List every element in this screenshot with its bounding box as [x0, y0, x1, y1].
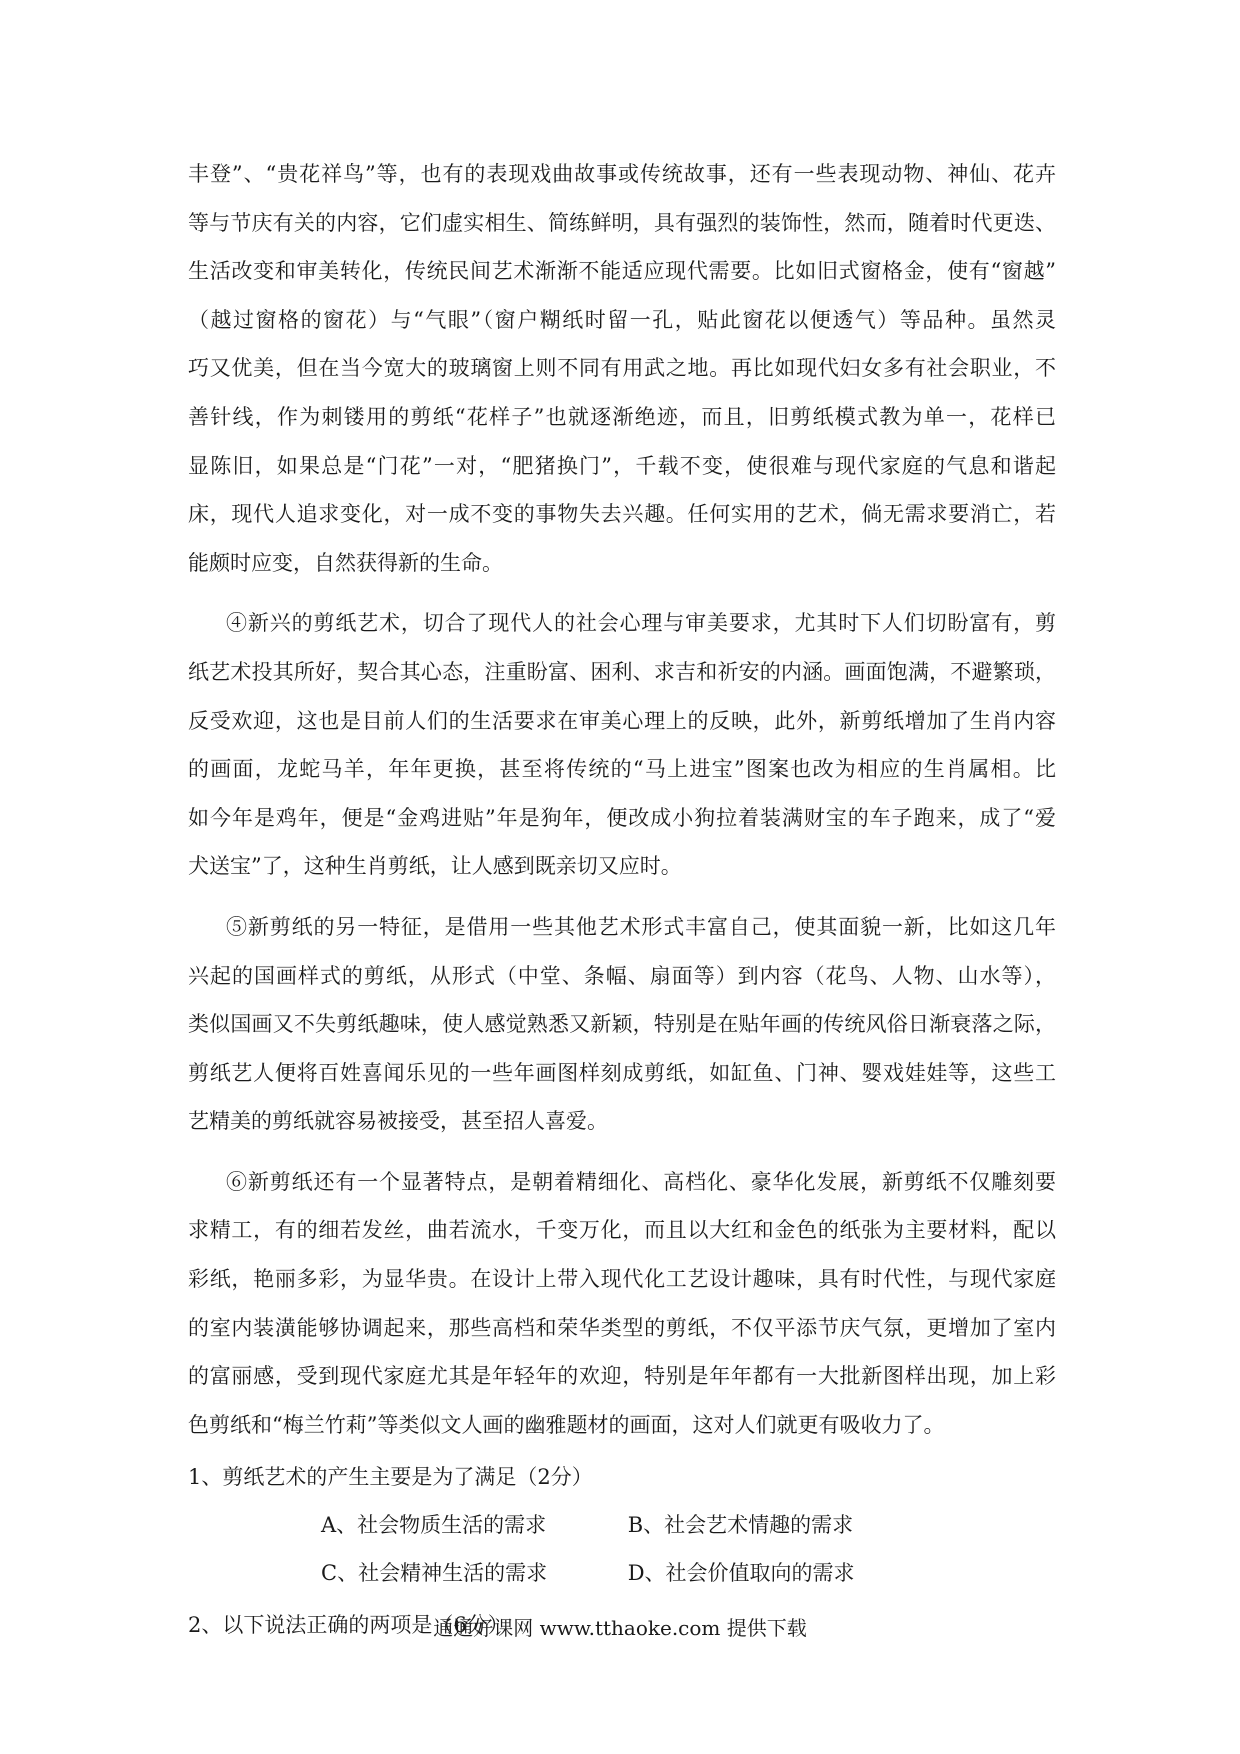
- paragraph-continuation: [188, 150, 1056, 587]
- question-2: 2、以下说法正确的两项是（6分）: [188, 1613, 509, 1638]
- text-line: 类似国画又不失剪纸趣味，使人感觉熟悉又新颖，特别是在贴年画的传统风俗日渐衰落之际，: [188, 1012, 1056, 1037]
- text-line: 等与节庆有关的内容，它们虚实相生、简练鲜明，具有强烈的装饰性，然而，随着时代更迭、: [188, 210, 1056, 235]
- text-line: 彩纸，艳丽多彩，为显华贵。在设计上带入现代化工艺设计趣味，具有时代性，与现代家庭: [188, 1267, 1056, 1292]
- text-line: 巧又优美，但在当今宽大的玻璃窗上则不同有用武之地。再比如现代妇女多有社会职业，不: [188, 356, 1056, 381]
- text-line: ④新兴的剪纸艺术，切合了现代人的社会心理与审美要求，尤其时下人们切盼富有，剪: [226, 611, 1056, 636]
- option-a: A、社会物质生活的需求: [321, 1513, 547, 1538]
- page-footer: 通通好课网 www.tthaoke.com 提供下载: [433, 1616, 807, 1640]
- option-d: D、社会价值取向的需求: [627, 1561, 855, 1586]
- text-line: 显陈旧，如果总是“门花”一对，“肥猪换门”，千载不变，使很难与现代家庭的气息和谐起: [188, 453, 1056, 478]
- text-line: 如今年是鸡年，便是“金鸡进贴”年是狗年，便改成小狗拉着装满财宝的车子跑来，成了“爱: [188, 805, 1056, 830]
- text-line: 艺精美的剪纸就容易被接受，甚至招人喜爱。: [188, 1109, 608, 1134]
- text-line: 兴起的国画样式的剪纸，从形式（中堂、条幅、扇面等）到内容（花鸟、人物、山水等），: [188, 963, 1056, 988]
- paragraph-6: [188, 1158, 1056, 1450]
- text-line: 犬送宝”了，这种生肖剪纸，让人感到既亲切又应时。: [188, 854, 682, 879]
- text-line: 生活改变和审美转化，传统民间艺术渐渐不能适应现代需要。比如旧式窗格金，使有“窗越”: [188, 259, 1056, 284]
- document-body: [188, 150, 1056, 1649]
- text-line: 剪纸艺人便将百姓喜闻乐见的一些年画图样刻成剪纸，如缸鱼、门神、婴戏娃娃等，这些工: [188, 1060, 1056, 1085]
- question-1-options: [188, 1501, 1056, 1597]
- text-line: 床，现代人追求变化，对一成不变的事物失去兴趣。任何实用的艺术，倘无需求要消亡，若: [188, 502, 1056, 527]
- option-c: C、社会精神生活的需求: [321, 1561, 548, 1586]
- paragraph-5: [188, 903, 1056, 1146]
- options-row: [321, 1549, 1056, 1597]
- text-line: 能颇时应变，自然获得新的生命。: [188, 550, 503, 575]
- options-row: [321, 1501, 1056, 1549]
- text-line: 反受欢迎，这也是目前人们的生活要求在审美心理上的反映，此外，新剪纸增加了生肖内容: [188, 708, 1056, 733]
- text-line: 求精工，有的细若发丝，曲若流水，千变万化，而且以大红和金色的纸张为主要材料，配以: [188, 1218, 1056, 1243]
- text-line: 丰登”、“贵花祥鸟”等，也有的表现戏曲故事或传统故事，还有一些表现动物、神仙、花卉: [188, 162, 1056, 186]
- text-line: 的画面，龙蛇马羊，年年更换，甚至将传统的“马上进宝”图案也改为相应的生肖属相。比: [188, 757, 1056, 782]
- option-b: B、社会艺术情趣的需求: [627, 1513, 854, 1538]
- question-1: 1、剪纸艺术的产生主要是为了满足（2分）: [188, 1465, 593, 1490]
- text-line: ⑥新剪纸还有一个显著特点，是朝着精细化、高档化、豪华化发展，新剪纸不仅雕刻要: [226, 1169, 1056, 1194]
- text-line: （越过窗格的窗花）与“气眼”（窗户糊纸时留一孔，贴此窗花以便透气）等品种。虽然灵: [188, 307, 1056, 332]
- text-line: ⑤新剪纸的另一特征，是借用一些其他艺术形式丰富自己，使其面貌一新，比如这几年: [226, 914, 1056, 939]
- text-line: 色剪纸和“梅兰竹莉”等类似文人画的幽雅题材的画面，这对人们就更有吸收力了。: [188, 1412, 945, 1437]
- text-line: 善针线，作为刺镂用的剪纸“花样子”也就逐渐绝迹，而且，旧剪纸模式教为单一，花样已: [188, 404, 1056, 429]
- text-line: 的富丽感，受到现代家庭尤其是年轻年的欢迎，特别是年年都有一大批新图样出现，加上彩: [188, 1364, 1056, 1389]
- text-line: 的室内装潢能够协调起来，那些高档和荣华类型的剪纸，不仅平添节庆气氛，更增加了室内: [188, 1315, 1056, 1340]
- text-line: 纸艺术投其所好，契合其心态，注重盼富、困利、求吉和祈安的内涵。画面饱满，不避繁琐，: [188, 659, 1056, 684]
- paragraph-4: [188, 599, 1056, 891]
